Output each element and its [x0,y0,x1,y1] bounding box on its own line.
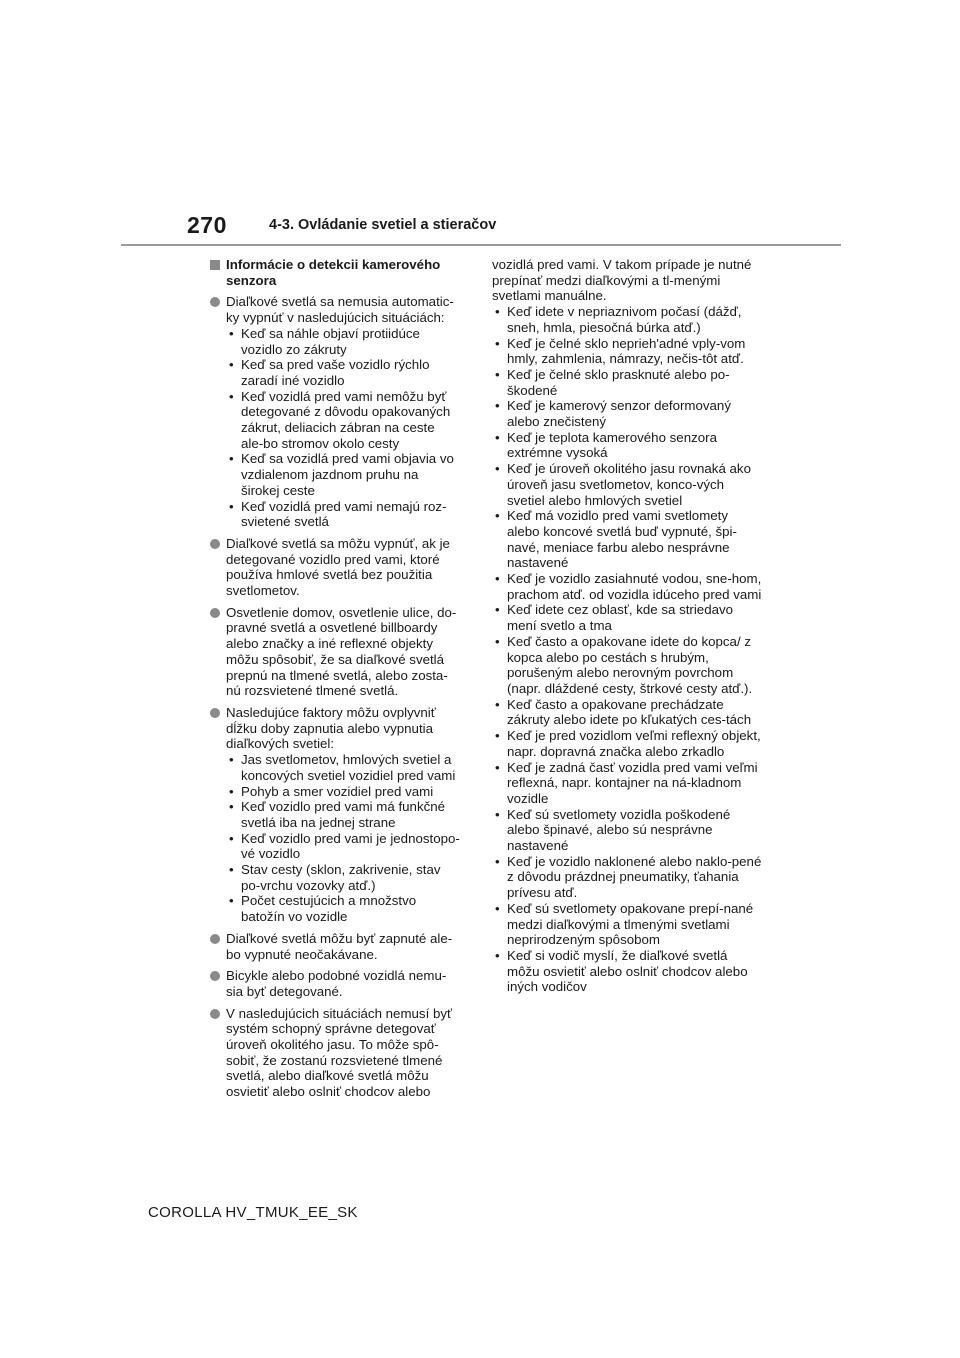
circle-bullet-icon [210,608,220,618]
sub-item: • Jas svetlometov, hmlových svetiel a koncových svetiel vozidiel pred vami [226,752,460,783]
sub-item: • Keď často a opakovane idete do kopca/ z kopca alebo po cestách s hrubým, porušeným alebo nerovným povrchom (napr. dláždené cesty, štrkové cesty atď.). [492,634,762,697]
section-title: Informácie o detekcii kamerového senzora [226,257,441,288]
sub-item: • Keď je zadná časť vozidla pred vami veľmi reflexná, napr. kontajner na ná-kladnom vozidle [492,760,762,807]
bullet-item [210,931,460,962]
sub-item: • Keď idete v nepriaznivom počasí (dážď, sneh, hmla, piesočná búrka atď.) [492,304,762,335]
sub-item: • Keď sa náhle objaví protiidúce vozidlo zo zákruty [226,326,460,357]
bullet-item [210,968,460,999]
bullet-list [210,294,460,1099]
sub-item: • Keď je vozidlo naklonené alebo naklo-pené z dôvodu prázdnej pneumatiky, ťahania prívesu atď. [492,854,762,901]
continuation-text: vozidlá pred vami. V takom prípade je nutné prepínať medzi diaľkovými a tl-menými svetlami manuálne. [492,257,752,304]
bullet-item [210,705,460,925]
sub-item: • Keď sa pred vaše vozidlo rýchlo zaradí iné vozidlo [226,357,460,388]
sub-item: • Keď často a opakovane prechádzate zákruty alebo idete po kľukatých ces-tách [492,697,762,728]
bullet-item [210,605,460,699]
circle-bullet-icon [210,539,220,549]
sub-item: • Keď si vodič myslí, že diaľkové svetlá môžu osvietiť alebo oslniť chodcov alebo iných vodičov [492,948,762,995]
sub-list [492,304,762,995]
page-number: 270 [187,212,227,238]
bullet-text: Osvetlenie domov, osvetlenie ulice, do-pravné svetlá a osvetlené billboardy alebo značky a iné reflexné objekty môžu spôsobiť, že sa diaľkové svetlá prepnú na tlmené svetlá, alebo zosta-nú rozsvietené tlmené svetlá. [226,604,457,699]
circle-bullet-icon [210,708,220,718]
chapter-title: 4-3. Ovládanie svetiel a stieračov [269,217,497,233]
left-column [210,257,460,1106]
sub-item: • Keď je čelné sklo neprieh'adné vply-vom hmly, zahmlenia, námrazy, nečis-tôt atď. [492,336,762,367]
sub-item: • Keď vozidlá pred vami nemajú roz-svietené svetlá [226,499,460,530]
bullet-text: V nasledujúcich situáciách nemusí byť systém schopný správne detegovať úroveň okolitého jasu. To môže spô-sobiť, že zostanú rozsvietené tlmené svetlá, alebo diaľkové svetlá môžu osvietiť alebo oslniť chodcov alebo [226,1005,452,1100]
bullet-item [210,294,460,530]
header-rule [121,244,841,246]
sub-item: • Keď je pred vozidlom veľmi reflexný objekt, napr. dopravná značka alebo zrkadlo [492,728,762,759]
sub-item: • Keď vozidlá pred vami nemôžu byť detegované z dôvodu opakovaných zákrut, deliacich zábran na ceste ale-bo stromov okolo cesty [226,389,460,452]
sub-item: • Keď je kamerový senzor deformovaný alebo znečistený [492,398,762,429]
circle-bullet-icon [210,971,220,981]
sub-item: • Keď je teplota kamerového senzora extrémne vysoká [492,430,762,461]
circle-bullet-icon [210,297,220,307]
sub-item: • Keď je vozidlo zasiahnuté vodou, sne-hom, prachom atď. od vozidla idúceho pred vami [492,571,762,602]
bullet-text: Diaľkové svetlá sa nemusia automatic-ky vypnúť v nasledujúcich situáciách: [226,294,454,326]
sub-item: • Keď sú svetlomety opakovane prepí-nané medzi diaľkovými a tlmenými svetlami neprirodzeným spôsobom [492,901,762,948]
bullet-item [210,536,460,599]
footer-model-code: COROLLA HV_TMUK_EE_SK [148,1204,358,1221]
sub-item: • Keď vozidlo pred vami má funkčné svetlá iba na jednej strane [226,799,460,830]
circle-bullet-icon [210,1009,220,1019]
circle-bullet-icon [210,934,220,944]
bullet-text: Diaľkové svetlá sa môžu vypnúť, ak je detegované vozidlo pred vami, ktoré používa hmlové svetlá bez použitia svetlometov. [226,535,450,599]
sub-item: • Keď je čelné sklo prasknuté alebo po-škodené [492,367,762,398]
sub-item: • Keď je úroveň okolitého jasu rovnaká ako úroveň jasu svetlometov, konco-vých svetiel alebo hmlových svetiel [492,461,762,508]
bullet-text: Bicykle alebo podobné vozidlá nemu-sia byť detegované. [226,968,447,999]
square-bullet-icon [210,260,220,270]
sub-item: • Keď sú svetlomety vozidla poškodené alebo špinavé, alebo sú nesprávne nastavené [492,807,762,854]
bullet-text: Diaľkové svetlá môžu byť zapnuté ale-bo vypnuté neočakávane. [226,930,453,962]
sub-item: • Keď vozidlo pred vami je jednostopo-vé vozidlo [226,831,460,862]
sub-item: • Keď idete cez oblasť, kde sa striedavo mení svetlo a tma [492,602,762,633]
section-heading [210,257,460,288]
sub-item: • Stav cesty (sklon, zakrivenie, stav po-vrchu vozovky atď.) [226,862,460,893]
bullet-text: Nasledujúce faktory môžu ovplyvniť dĺžku doby zapnutia alebo vypnutia diaľkových svetiel: [226,704,436,752]
bullet-item [210,1006,460,1100]
sub-item: • Pohyb a smer vozidiel pred vami [226,784,460,800]
right-column [492,257,762,995]
sub-item: • Keď sa vozidlá pred vami objavia vo vzdialenom jazdnom pruhu na širokej ceste [226,451,460,498]
sub-item: • Keď má vozidlo pred vami svetlomety alebo koncové svetlá buď vypnuté, špi-navé, meniace farbu alebo nesprávne nastavené [492,508,762,571]
sub-item: • Počet cestujúcich a množstvo batožín vo vozidle [226,893,460,924]
